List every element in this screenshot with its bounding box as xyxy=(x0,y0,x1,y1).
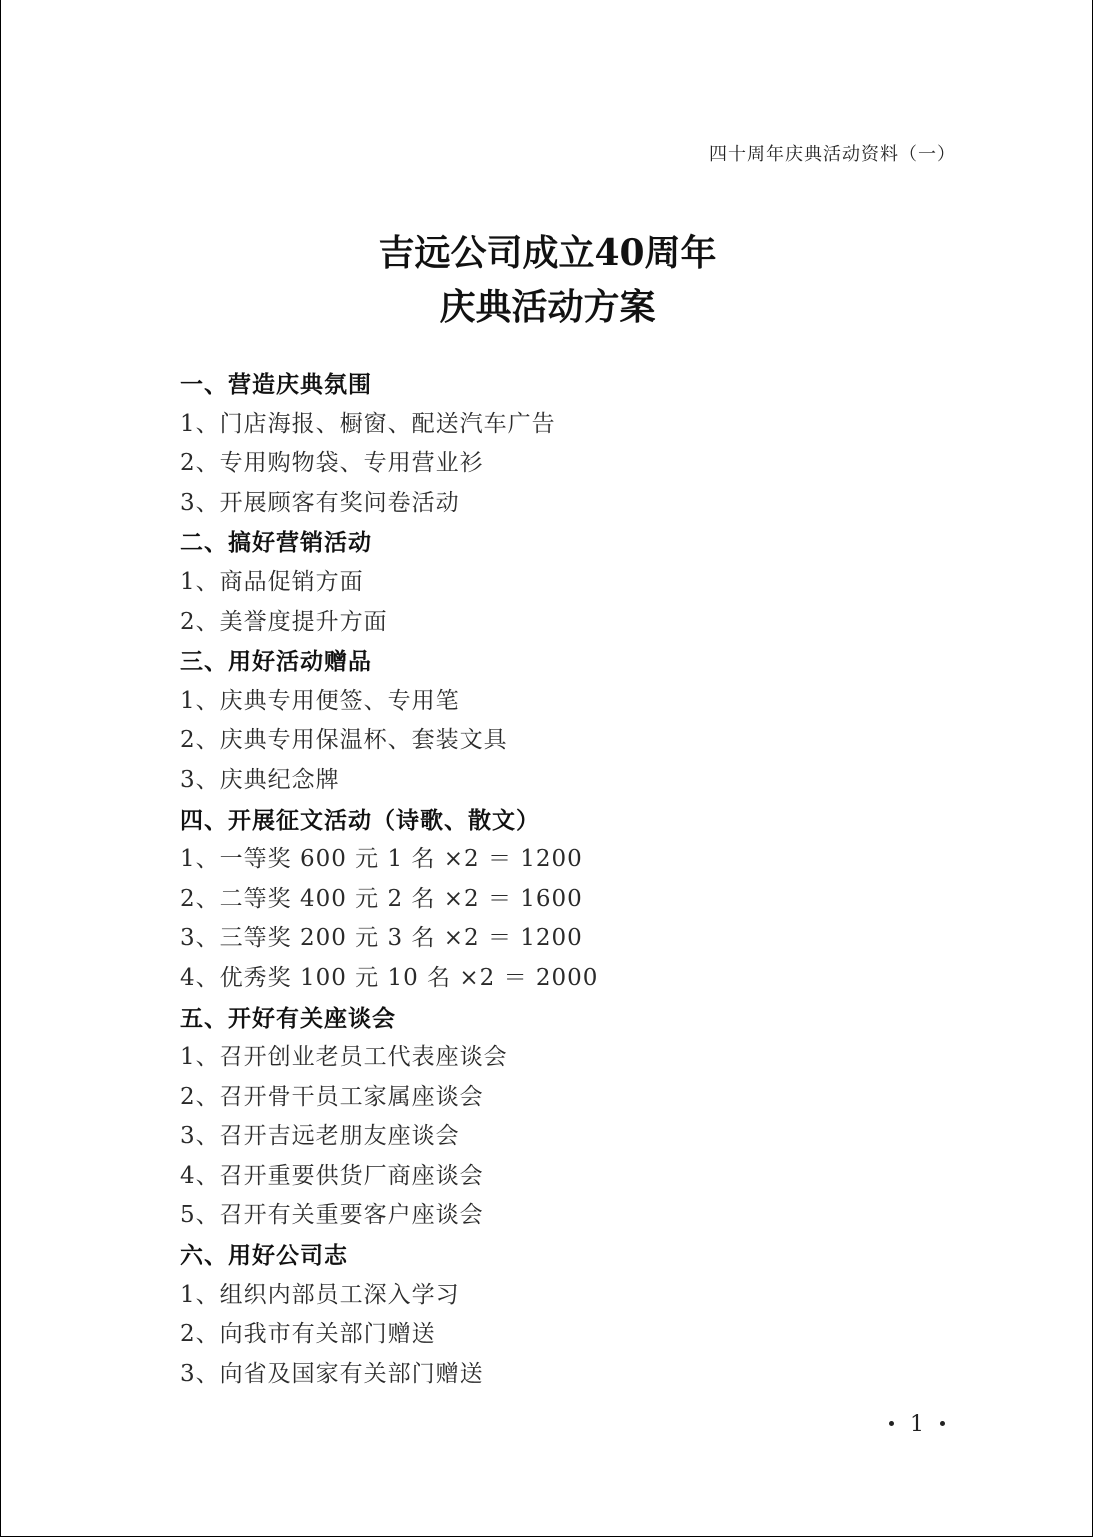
bullet-dot-left xyxy=(889,1421,894,1426)
list-item: 3、三等奖 200 元 3 名 ×2 ＝ 1200 xyxy=(180,925,583,952)
list-item: 2、召开骨干员工家属座谈会 xyxy=(180,1083,484,1110)
list-item: 4、召开重要供货厂商座谈会 xyxy=(180,1162,484,1189)
section-heading: 三、用好活动赠品 xyxy=(180,648,372,676)
list-item: 1、一等奖 600 元 1 名 ×2 ＝ 1200 xyxy=(180,846,583,873)
title-line-2: 庆典活动方案 xyxy=(439,286,656,328)
page-number-value: 1 xyxy=(910,1412,924,1437)
list-item: 1、召开创业老员工代表座谈会 xyxy=(180,1044,508,1071)
list-item: 4、优秀奖 100 元 10 名 ×2 ＝ 2000 xyxy=(180,964,599,991)
running-header: 四十周年庆典活动资料（一） xyxy=(709,144,956,165)
list-item: 1、组织内部员工深入学习 xyxy=(180,1281,460,1308)
list-item: 3、开展顾客有奖问卷活动 xyxy=(180,489,460,516)
section-heading: 五、开好有关座谈会 xyxy=(180,1004,396,1032)
list-item: 1、庆典专用便签、专用笔 xyxy=(180,687,460,714)
plan-content xyxy=(180,365,980,1394)
list-item: 2、向我市有关部门赠送 xyxy=(180,1321,436,1348)
section-heading: 二、搞好营销活动 xyxy=(180,529,372,557)
list-item: 2、专用购物袋、专用营业衫 xyxy=(180,450,484,477)
list-item: 1、商品促销方面 xyxy=(180,568,364,595)
title-line-1: 吉远公司成立40周年 xyxy=(378,232,717,274)
section-heading: 六、用好公司志 xyxy=(180,1242,348,1270)
bullet-dot-right xyxy=(940,1421,945,1426)
list-item: 5、召开有关重要客户座谈会 xyxy=(180,1202,484,1229)
document-title xyxy=(1,226,1093,334)
list-item: 2、二等奖 400 元 2 名 ×2 ＝ 1600 xyxy=(180,885,583,912)
list-item: 3、召开吉远老朋友座谈会 xyxy=(180,1123,460,1150)
list-item: 1、门店海报、橱窗、配送汽车广告 xyxy=(180,410,556,437)
list-item: 3、向省及国家有关部门赠送 xyxy=(180,1360,484,1387)
list-item: 2、庆典专用保温杯、套装文具 xyxy=(180,727,508,754)
list-item: 3、庆典纪念牌 xyxy=(180,766,340,793)
list-item: 2、美誉度提升方面 xyxy=(180,608,388,635)
page-number xyxy=(873,1412,961,1437)
section-heading: 一、营造庆典氛围 xyxy=(180,371,372,398)
section-heading: 四、开展征文活动（诗歌、散文） xyxy=(180,806,540,834)
